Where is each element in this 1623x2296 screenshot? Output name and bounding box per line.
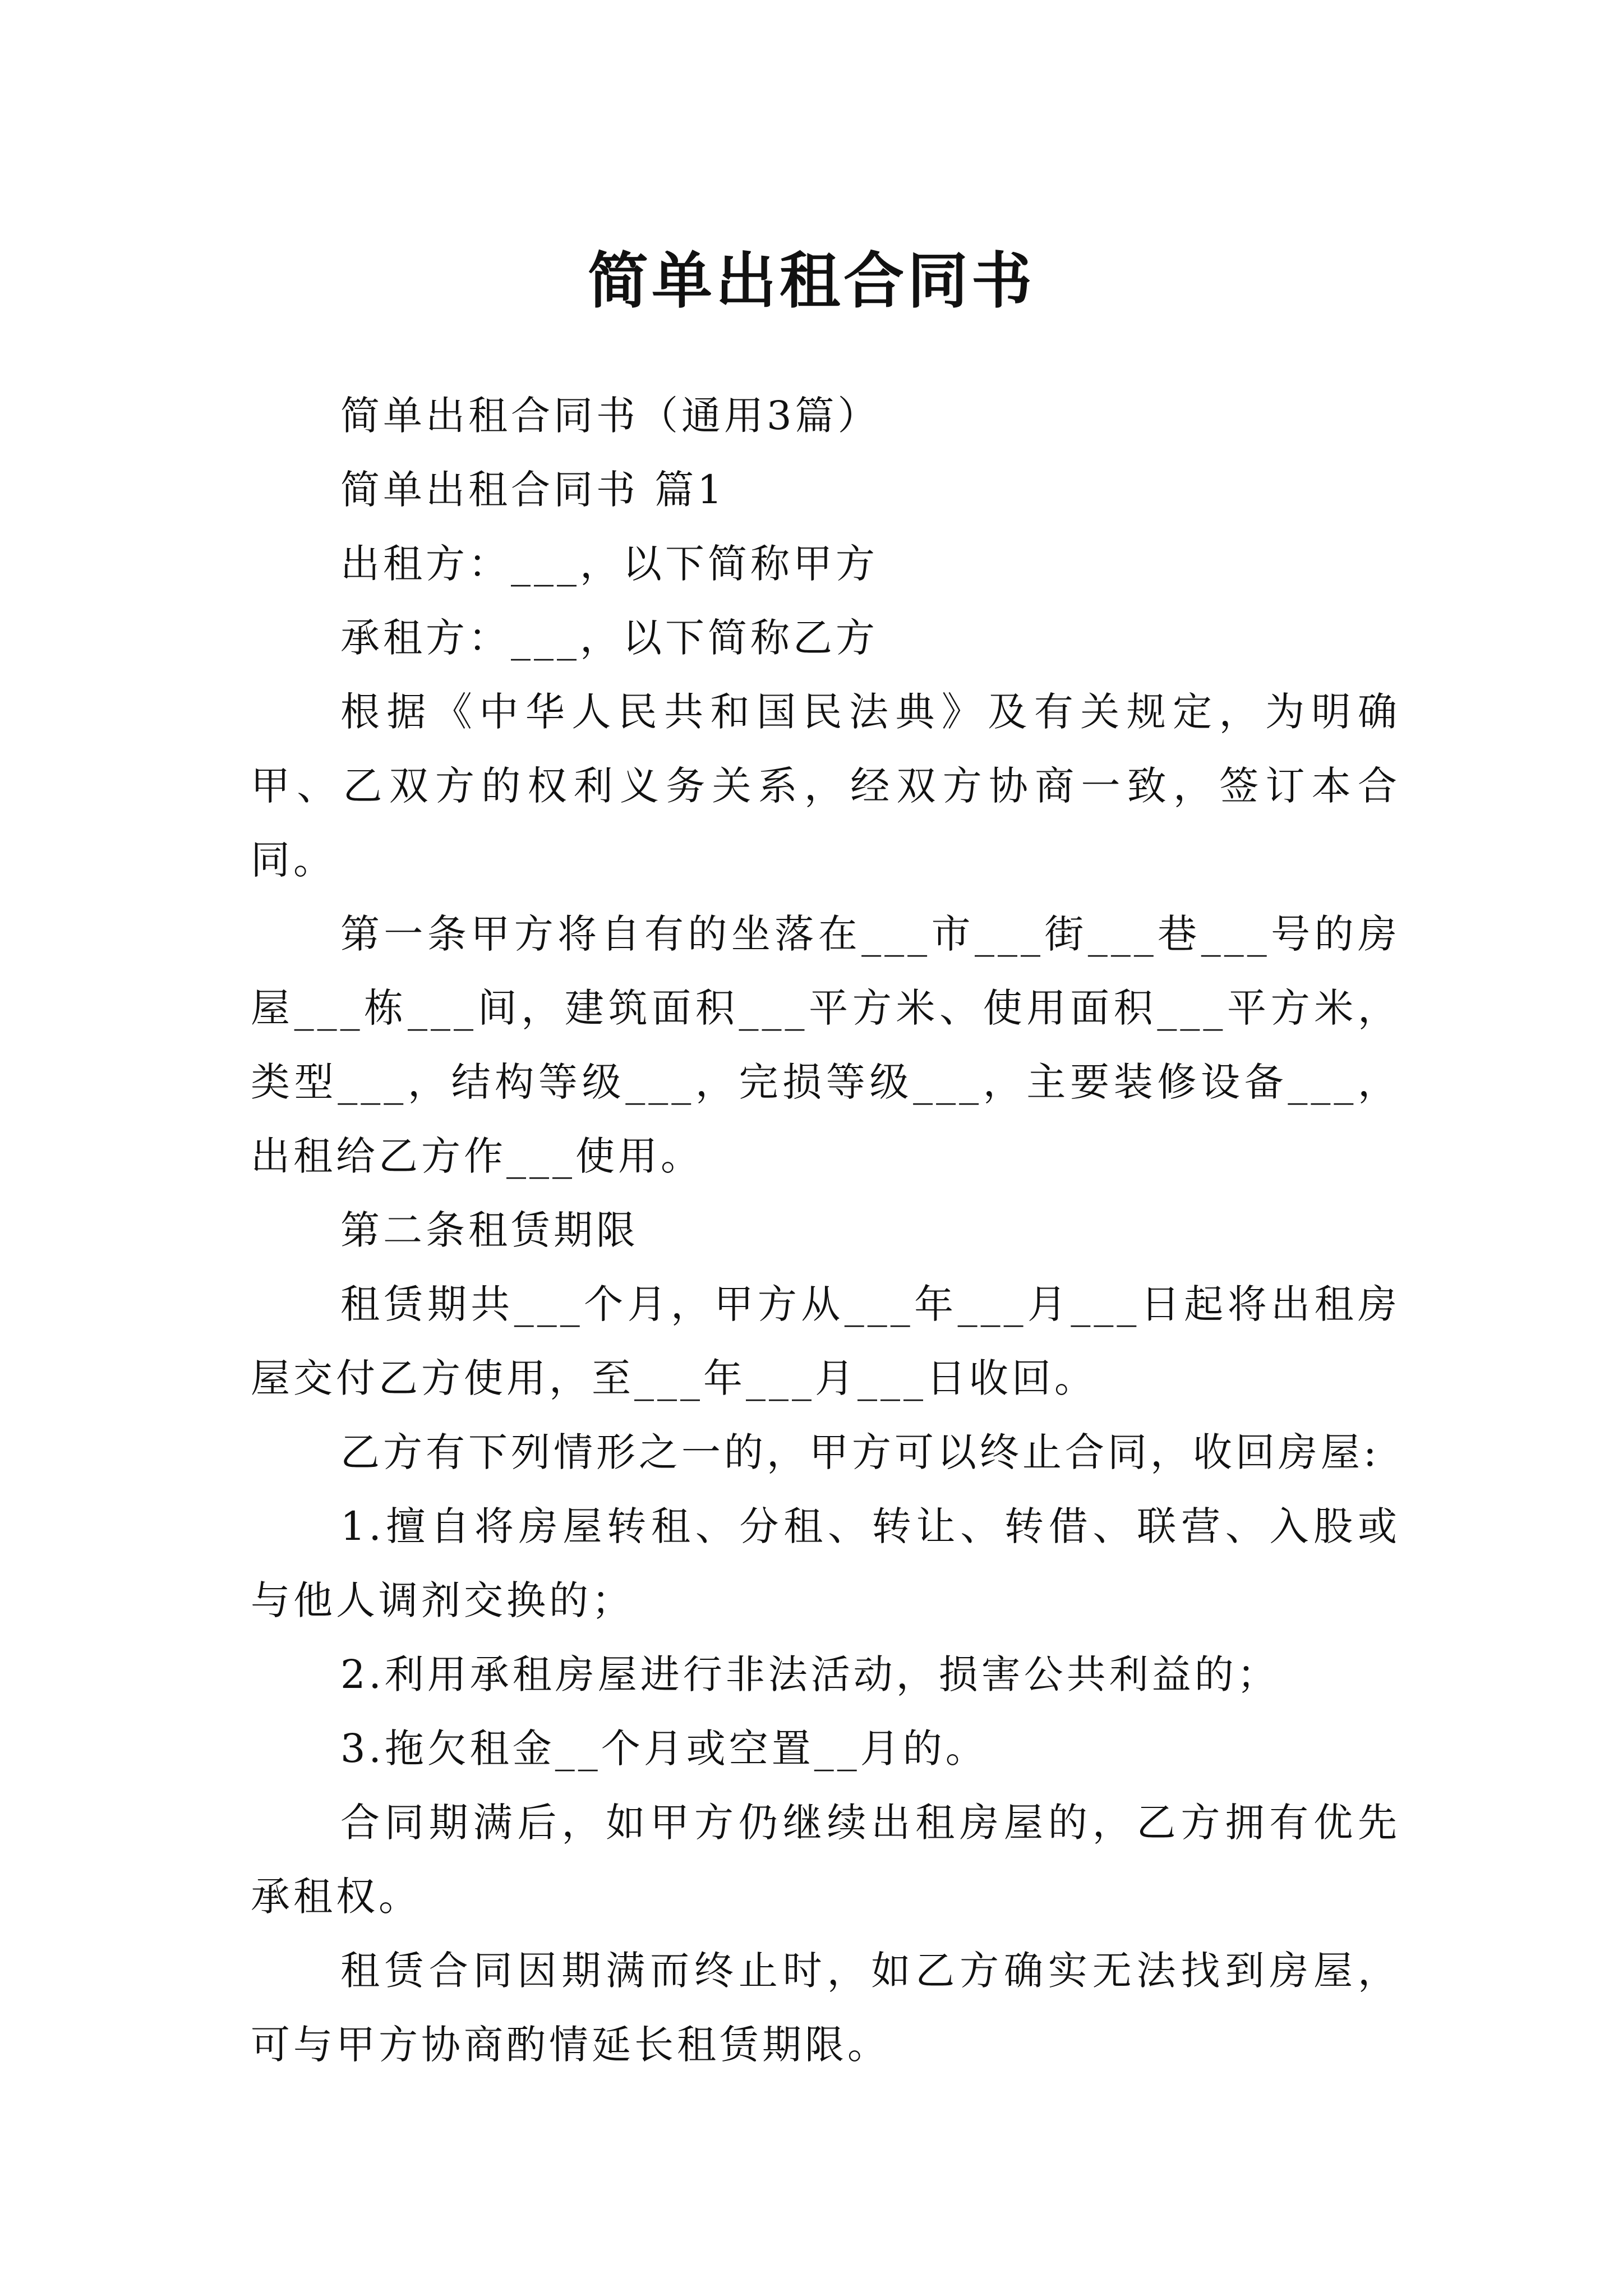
lessee-line: 承租方：___，以下简称乙方 [340, 615, 878, 661]
document-body [251, 379, 1400, 2082]
preamble-paragraph: 根据《中华人民共和国民法典》及有关规定，为明确甲、乙双方的权利义务关系，经双方协商一致，签订本合同。 [251, 689, 1400, 883]
termination-item-2: 2.利用承租房屋进行非法活动，损害公共利益的； [340, 1651, 1280, 1697]
termination-item-1: 1.擅自将房屋转租、分租、转让、转借、联营、入股或与他人调剂交换的； [251, 1503, 1400, 1623]
article-two-heading: 第二条租赁期限 [340, 1207, 639, 1253]
termination-item-3: 3.拖欠租金__个月或空置__月的。 [340, 1726, 988, 1772]
priority-renewal-paragraph: 合同期满后，如甲方仍继续出租房屋的，乙方拥有优先承租权。 [251, 1800, 1400, 1920]
section-heading: 简单出租合同书 篇1 [340, 467, 726, 513]
termination-intro-paragraph: 乙方有下列情形之一的，甲方可以终止合同，收回房屋: [340, 1429, 1380, 1475]
article-one-paragraph: 第一条甲方将自有的坐落在___市___街___巷___号的房屋___栋___间，建筑面积___平方米、使用面积___平方米，类型___，结构等级___，完损等级___，主要装修设备___，出租给乙方作___使用。 [251, 911, 1400, 1179]
extension-paragraph: 租赁合同因期满而终止时，如乙方确实无法找到房屋，可与甲方协商酌情延长租赁期限。 [251, 1948, 1400, 2068]
lessor-line: 出租方：___，以下简称甲方 [340, 541, 878, 587]
page-title: 简单出租合同书 [587, 246, 1035, 317]
subtitle-paragraph: 简单出租合同书（通用3篇） [340, 393, 880, 439]
lease-term-paragraph: 租赁期共___个月，甲方从___年___月___日起将出租房屋交付乙方使用，至___年___月___日收回。 [251, 1281, 1400, 1401]
